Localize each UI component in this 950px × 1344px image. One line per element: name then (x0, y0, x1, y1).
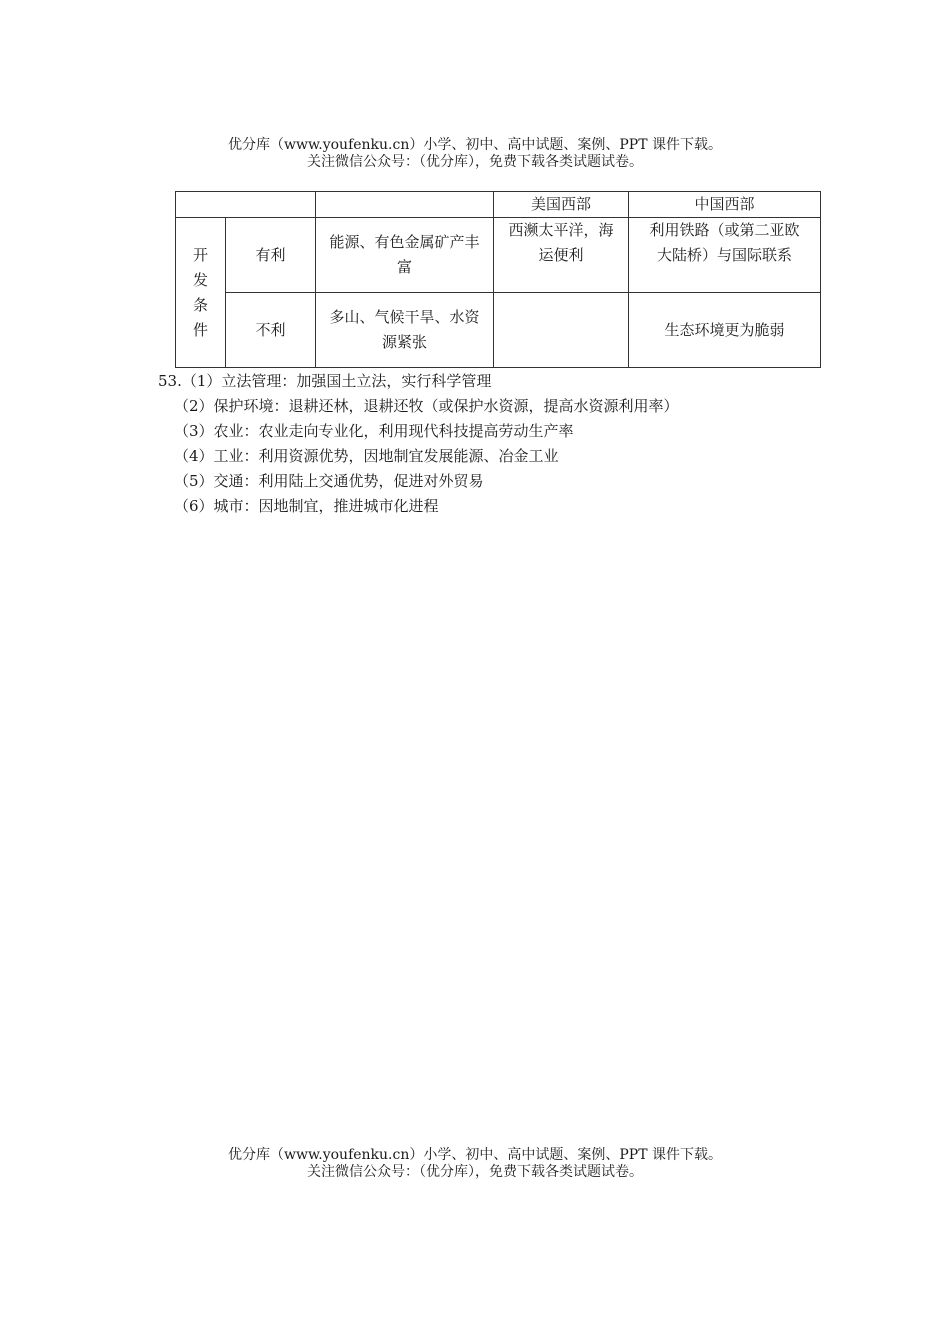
page-header (0, 137, 950, 171)
cell-favorable-china: 利用铁路（或第二亚欧 大陆桥）与国际联系 (629, 218, 821, 293)
answer-53 (158, 369, 679, 519)
header-cell-blank (316, 192, 494, 218)
table-row-favorable (176, 218, 821, 293)
row-label-unfavorable: 不利 (226, 293, 316, 368)
cell-unfavorable-china: 生态环境更为脆弱 (629, 293, 821, 368)
answer-item: （6）城市：因地制宜，推进城市化进程 (174, 497, 439, 515)
row-group-label: 开 发 条 件 (176, 218, 226, 368)
footer-line-1: 优分库（www.youfenku.cn）小学、初中、高中试题、案例、PPT 课件下载。 (227, 1147, 722, 1163)
header-cell-usa-west: 美国西部 (494, 192, 629, 218)
cell-unfavorable-conditions: 多山、气候干旱、水资 源紧张 (316, 293, 494, 368)
header-cell-empty (176, 192, 316, 218)
question-number: 53. (158, 372, 182, 390)
cell-favorable-resources: 能源、有色金属矿产丰 富 (316, 218, 494, 293)
table-header-row (176, 192, 821, 218)
answer-item: （2）保护环境：退耕还林，退耕还牧（或保护水资源，提高水资源利用率） (174, 397, 679, 415)
answer-item: 53.（1）立法管理：加强国土立法，实行科学管理 (158, 372, 492, 390)
page-footer (0, 1147, 950, 1181)
table-row-unfavorable (176, 293, 821, 368)
header-cell-china-west: 中国西部 (629, 192, 821, 218)
header-line-1: 优分库（www.youfenku.cn）小学、初中、高中试题、案例、PPT 课件下载。 (227, 137, 722, 153)
comparison-table (175, 191, 821, 368)
footer-line-2: 关注微信公众号：（优分库），免费下载各类试题试卷。 (307, 1164, 643, 1180)
header-line-2: 关注微信公众号：（优分库），免费下载各类试题试卷。 (307, 154, 643, 170)
answer-item: （4）工业：利用资源优势，因地制宜发展能源、冶金工业 (174, 447, 559, 465)
cell-unfavorable-usa (494, 293, 629, 368)
answer-item: （5）交通：利用陆上交通优势，促进对外贸易 (174, 472, 484, 490)
cell-favorable-usa: 西濒太平洋，海 运便利 (494, 218, 629, 293)
answer-item: （3）农业：农业走向专业化，利用现代科技提高劳动生产率 (174, 422, 574, 440)
row-label-favorable: 有利 (226, 218, 316, 293)
